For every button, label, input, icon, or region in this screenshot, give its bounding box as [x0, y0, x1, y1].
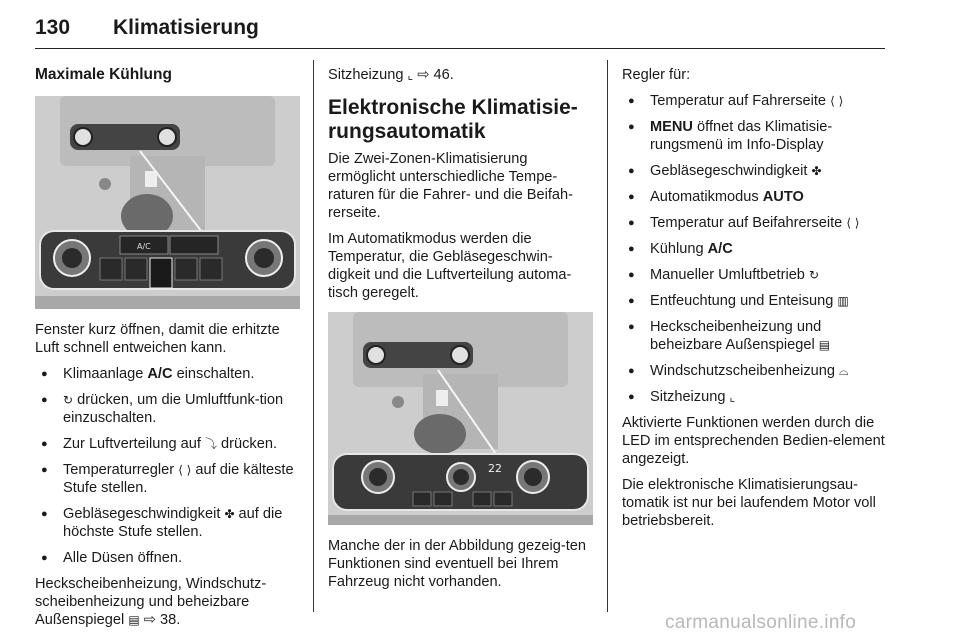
header-divider: [35, 48, 885, 49]
svg-text:A/C: A/C: [137, 242, 151, 251]
column-2: [328, 60, 593, 599]
list-item: ● Entfeuchtung und Enteisung ▥: [622, 292, 887, 310]
rear-window-heating-icon: ▤: [128, 613, 140, 627]
defrost-icon: ▥: [837, 294, 849, 308]
seat-heating-icon: ⌞: [729, 390, 736, 404]
paragraph-auto-mode: Im Automatikmodus werden die Temperatur, die Gebläsegeschwin-digkeit und die Luftverteilung automa-tisch geregelt.: [328, 231, 572, 301]
recirculation-icon: ↻: [63, 393, 74, 407]
recirculation-icon: ↻: [808, 268, 820, 282]
page-number: 130: [35, 16, 71, 39]
list-item: ● Kühlung A/C: [622, 240, 887, 258]
paragraph-two-zone: Die Zwei-Zonen-Klimatisierung ermöglicht unterschiedliche Tempe-raturen für die Fahrer- und die Beifah-rerseite.: [328, 151, 573, 221]
list-item: ● Manueller Umluftbetrieb ↻: [622, 266, 887, 284]
list-item: ● Gebläsegeschwindigkeit ✤: [622, 162, 887, 180]
column-divider-2: [607, 60, 608, 612]
air-distribution-icon: ⤵: [204, 437, 217, 451]
fan-icon: ✤: [224, 507, 235, 521]
rear-window-heating-icon: ▤: [818, 338, 831, 352]
column-1: [35, 60, 300, 637]
list-item: ● Sitzheizung ⌞: [622, 388, 887, 406]
intro-text: Fenster kurz öffnen, damit die erhitzte Luft schnell entweichen kann.: [35, 322, 280, 356]
list-item: ● Klimaanlage A/C einschalten.: [35, 365, 300, 383]
watermark: carmanualsonline.info: [665, 612, 857, 633]
climate-panel-illustration: [35, 96, 300, 309]
list-item: ● Windschutzscheibenheizung ⌓: [622, 362, 887, 380]
section-heading-automatic-climate: Elektronische Klimatisie-rungsautomatik: [328, 96, 578, 143]
max-cooling-steps: [35, 365, 300, 567]
list-item: ● ↻ drücken, um die Umluftfunk-tion einzuschalten.: [35, 391, 300, 427]
list-item: ● Automatikmodus AUTO: [622, 188, 887, 206]
controls-intro: Regler für:: [622, 67, 691, 83]
list-item: ● Alle Düsen öffnen.: [35, 549, 300, 567]
seat-heating-reference: Sitzheizung ⌞ ⇨ 46.: [328, 67, 454, 83]
list-item: ● Temperatur auf Fahrerseite ⟨ ⟩: [622, 92, 887, 110]
paragraph-engine-running: Die elektronische Klimatisierungsau-tomatik ist nur bei laufendem Motor voll betriebsbereit.: [622, 477, 876, 529]
list-item: ● Temperatur auf Beifahrerseite ⟨ ⟩: [622, 214, 887, 232]
paragraph-led-indication: Aktivierte Funktionen werden durch die LED im entsprechenden Bedien-element angezeigt.: [622, 415, 885, 467]
windscreen-heating-icon: ⌓: [839, 364, 849, 378]
section-heading-max-cooling: Maximale Kühlung: [35, 66, 172, 83]
page-header: [35, 8, 885, 52]
column-divider-1: [313, 60, 314, 612]
list-item: ● Zur Luftverteilung auf ⤵ drücken.: [35, 435, 300, 453]
heating-reference: Heckscheibenheizung, Windschutz-scheibenheizung und beheizbare Außenspiegel ▤ ⇨ 38.: [35, 576, 267, 628]
temperature-dial-icon: ⟨ ⟩: [846, 216, 860, 230]
panel-temperature-readout: 22: [488, 462, 502, 475]
list-item: ● Heckscheibenheizung und beheizbare Außenspiegel ▤: [622, 318, 887, 354]
climate-panel-figure-2: [328, 312, 593, 525]
controls-list: [622, 92, 887, 406]
temperature-dial-icon: ⟨ ⟩: [178, 463, 192, 477]
column-3: [622, 60, 887, 538]
temperature-dial-icon: ⟨ ⟩: [830, 94, 844, 108]
list-item: ● MENU öffnet das Klimatisie-rungsmenü im Info-Display: [622, 118, 887, 154]
list-item: ● Temperaturregler ⟨ ⟩ auf die kälteste Stufe stellen.: [35, 461, 300, 497]
seat-heating-icon: ⌞: [407, 68, 414, 82]
automatic-climate-panel-illustration: [328, 312, 593, 525]
list-item: ● Gebläsegeschwindigkeit ✤ auf die höchste Stufe stellen.: [35, 505, 300, 541]
climate-panel-figure-1: [35, 96, 300, 309]
paragraph-availability-note: Manche der in der Abbildung gezeig-ten Funktionen sind eventuell bei Ihrem Fahrzeug nicht vorhanden.: [328, 538, 586, 590]
fan-icon: ✤: [811, 164, 822, 178]
chapter-title: Klimatisierung: [113, 16, 259, 39]
